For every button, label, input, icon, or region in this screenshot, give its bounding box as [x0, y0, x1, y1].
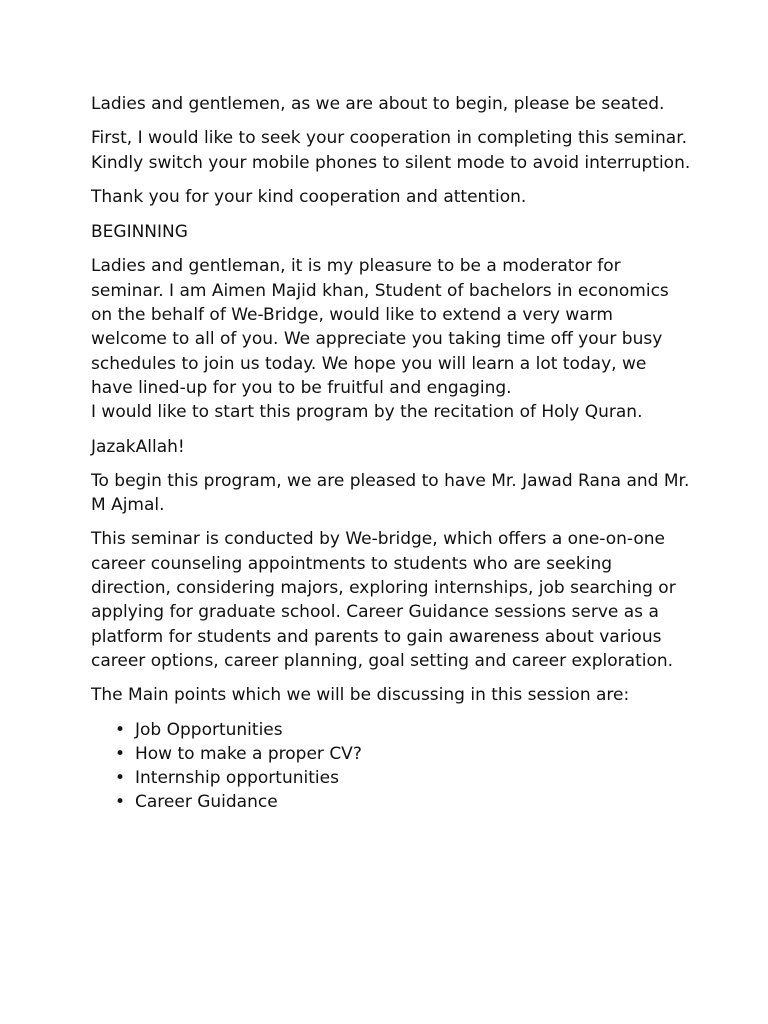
- list-item-label: How to make a proper CV?: [135, 743, 362, 764]
- list-item: [91, 742, 691, 766]
- bullet-icon: •: [115, 719, 126, 740]
- bullet-icon: •: [115, 792, 126, 813]
- list-item: [91, 766, 691, 790]
- list-item: [91, 718, 691, 742]
- speakers-paragraph: To begin this program, we are pleased to have Mr. Jawad Rana and Mr. M Ajmal.: [91, 470, 690, 516]
- section-heading: BEGINNING: [91, 222, 188, 243]
- welcome-block: [91, 254, 691, 424]
- cooperation-paragraph: First, I would like to seek your cooperation in completing this seminar. Kindly switch your mobile phones to silent mode to avoid interruption.: [91, 128, 691, 173]
- bullet-icon: •: [115, 768, 126, 789]
- bullet-icon: •: [115, 743, 126, 764]
- points-intro: The Main points which we will be discussing in this session are:: [91, 685, 630, 706]
- list-item: [91, 790, 691, 814]
- list-item-label: Job Opportunities: [135, 719, 283, 740]
- points-list: [91, 718, 691, 815]
- list-item-label: Career Guidance: [135, 792, 278, 813]
- recitation-line: I would like to start this program by the recitation of Holy Quran.: [91, 402, 643, 423]
- welcome-paragraph: Ladies and gentleman, it is my pleasure to be a moderator for seminar. I am Aimen Majid khan, Student of bachelors in economics on the behalf of We-Bridge, would like to extend a very warm welcome to all of you. We appreciate you taking time off your busy schedules to join us today. We hope you will learn a lot today, we have lined-up for you to be fruitful and engaging.: [91, 256, 669, 398]
- thanks-paragraph: Thank you for your kind cooperation and attention.: [91, 186, 527, 207]
- about-paragraph: This seminar is conducted by We-bridge, which offers a one-on-one career counseling appointments to students who are seeking direction, considering majors, exploring internships, job searching or applying for graduate school. Career Guidance sessions serve as a platform for students and parents to gain awareness about various career options, career planning, goal setting and career exploration.: [91, 529, 676, 671]
- document-page: [91, 92, 691, 815]
- list-item-label: Internship opportunities: [135, 768, 339, 789]
- jazakallah-line: JazakAllah!: [91, 436, 185, 457]
- opening-paragraph: Ladies and gentlemen, as we are about to begin, please be seated.: [91, 94, 665, 114]
